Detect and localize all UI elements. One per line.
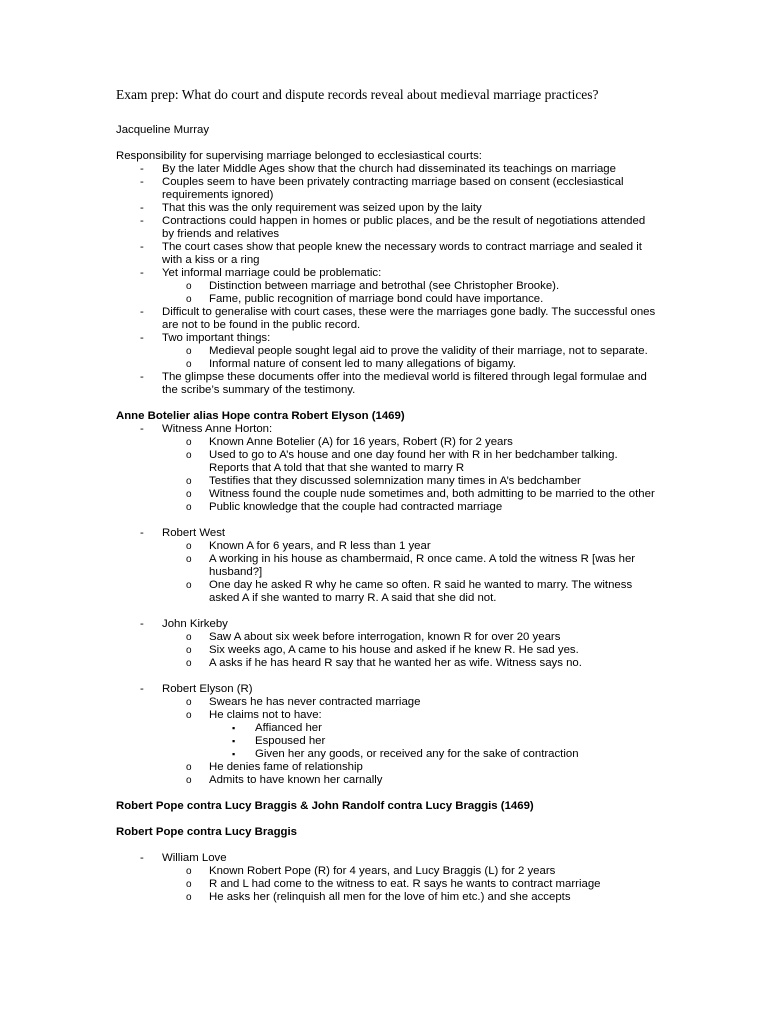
circle-bullet: o: [186, 762, 192, 773]
dash-bullet: -: [140, 618, 144, 630]
list-item: o Known Anne Botelier (A) for 16 years, Robert (R) for 2 years: [186, 436, 513, 448]
dash-bullet: -: [140, 332, 144, 344]
list-item: o Fame, public recognition of marriage bond could have importance.: [186, 293, 544, 305]
circle-bullet: o: [186, 502, 192, 513]
list-item: o Admits to have known her carnally: [186, 774, 383, 786]
circle-bullet: o: [186, 489, 192, 500]
list-item: - Contractions could happen in homes or public places, and be the result of negotiations attended by friends and relatives: [140, 215, 646, 240]
square-bullet: ▪: [232, 736, 236, 746]
document-body: [116, 124, 656, 904]
list-item: ▪ Espoused her: [232, 735, 326, 747]
list-item: o He asks her (relinquish all men for the love of him etc.) and she accepts: [186, 891, 571, 903]
dash-bullet: -: [140, 202, 144, 214]
dash-bullet: -: [140, 852, 144, 864]
list-item: - Yet informal marriage could be problematic:: [140, 267, 382, 279]
witness-name: - Robert West: [140, 527, 226, 539]
witness-name: - John Kirkeby: [140, 618, 228, 630]
circle-bullet: o: [186, 632, 192, 643]
list-item: o Known Robert Pope (R) for 4 years, and Lucy Braggis (L) for 2 years: [186, 865, 556, 877]
circle-bullet: o: [186, 775, 192, 786]
list-item: o Informal nature of consent led to many allegations of bigamy.: [186, 358, 516, 370]
dash-bullet: -: [140, 163, 144, 175]
list-item: o One day he asked R why he came so often. R said he wanted to marry. The witness asked A if she wanted to marry R. A said that she did not.: [186, 579, 633, 604]
circle-bullet: o: [186, 554, 192, 565]
dash-bullet: -: [140, 423, 144, 435]
dash-bullet: -: [140, 215, 144, 227]
list-item: - By the later Middle Ages show that the church had disseminated its teachings on marriage: [140, 163, 616, 175]
circle-bullet: o: [186, 658, 192, 669]
list-item: ▪ Affianced her: [232, 722, 322, 734]
case-heading: Robert Pope contra Lucy Braggis & John Randolf contra Lucy Braggis (1469): [116, 800, 534, 812]
dash-bullet: -: [140, 371, 144, 383]
circle-bullet: o: [186, 580, 192, 591]
dash-bullet: -: [140, 176, 144, 188]
dash-bullet: -: [140, 267, 144, 279]
circle-bullet: o: [186, 476, 192, 487]
circle-bullet: o: [186, 710, 192, 721]
list-item: - The glimpse these documents offer into the medieval world is filtered through legal formulae and the scribe’s summary of the testimony.: [140, 371, 647, 396]
list-item: - That this was the only requirement was seized upon by the laity: [140, 202, 482, 214]
list-item: o Six weeks ago, A came to his house and asked if he knew R. He sad yes.: [186, 644, 579, 656]
witness-name: - Witness Anne Horton:: [140, 423, 273, 435]
intro-lead: Responsibility for supervising marriage belonged to ecclesiastical courts:: [116, 150, 482, 162]
list-item: o Known A for 6 years, and R less than 1 year: [186, 540, 431, 552]
circle-bullet: o: [186, 879, 192, 890]
circle-bullet: o: [186, 281, 192, 292]
circle-bullet: o: [186, 645, 192, 656]
list-item: o Testifies that they discussed solemnization many times in A’s bedchamber: [186, 475, 581, 487]
author-name: Jacqueline Murray: [116, 124, 210, 136]
dash-bullet: -: [140, 527, 144, 539]
circle-bullet: o: [186, 437, 192, 448]
list-item: o He claims not to have:: [186, 709, 322, 721]
square-bullet: ▪: [232, 723, 236, 733]
circle-bullet: o: [186, 450, 192, 461]
list-item: o Swears he has never contracted marriage: [186, 696, 421, 708]
list-item: ▪ Given her any goods, or received any for the sake of contraction: [232, 748, 579, 760]
dash-bullet: -: [140, 683, 144, 695]
dash-bullet: -: [140, 241, 144, 253]
list-item: - The court cases show that people knew the necessary words to contract marriage and sealed it with a kiss or a ring: [140, 241, 642, 266]
witness-name: - William Love: [140, 852, 227, 864]
list-item: o Used to go to A’s house and one day found her with R in her bedchamber talking. Reports that A told that that she wanted to marry R: [186, 449, 618, 474]
list-item: o A working in his house as chambermaid, R once came. A told the witness R [was her husband?]: [186, 553, 636, 578]
circle-bullet: o: [186, 892, 192, 903]
list-item: o Saw A about six week before interrogation, known R for over 20 years: [186, 631, 561, 643]
circle-bullet: o: [186, 346, 192, 357]
list-item: - Couples seem to have been privately contracting marriage based on consent (ecclesiastical requirements ignored): [140, 176, 624, 201]
circle-bullet: o: [186, 866, 192, 877]
square-bullet: ▪: [232, 749, 236, 759]
list-item: o He denies fame of relationship: [186, 761, 363, 773]
list-item: - Two important things:: [140, 332, 271, 344]
list-item: - Difficult to generalise with court cases, these were the marriages gone badly. The successful ones are not to be found in the public record.: [140, 306, 656, 331]
list-item: o R and L had come to the witness to eat. R says he wants to contract marriage: [186, 878, 601, 890]
circle-bullet: o: [186, 541, 192, 552]
witness-name: - Robert Elyson (R): [140, 683, 253, 695]
document-title: Exam prep: What do court and dispute records reveal about medieval marriage practices?: [116, 87, 599, 102]
circle-bullet: o: [186, 697, 192, 708]
list-item: o Public knowledge that the couple had contracted marriage: [186, 501, 503, 513]
case-subheading: Robert Pope contra Lucy Braggis: [116, 826, 298, 838]
case-heading: Anne Botelier alias Hope contra Robert Elyson (1469): [116, 410, 405, 422]
list-item: o Distinction between marriage and betrothal (see Christopher Brooke).: [186, 280, 560, 292]
circle-bullet: o: [186, 294, 192, 305]
circle-bullet: o: [186, 359, 192, 370]
list-item: o Medieval people sought legal aid to prove the validity of their marriage, not to separate.: [186, 345, 648, 357]
list-item: o Witness found the couple nude sometimes and, both admitting to be married to the other: [186, 488, 655, 500]
list-item: o A asks if he has heard R say that he wanted her as wife. Witness says no.: [186, 657, 582, 669]
dash-bullet: -: [140, 306, 144, 318]
